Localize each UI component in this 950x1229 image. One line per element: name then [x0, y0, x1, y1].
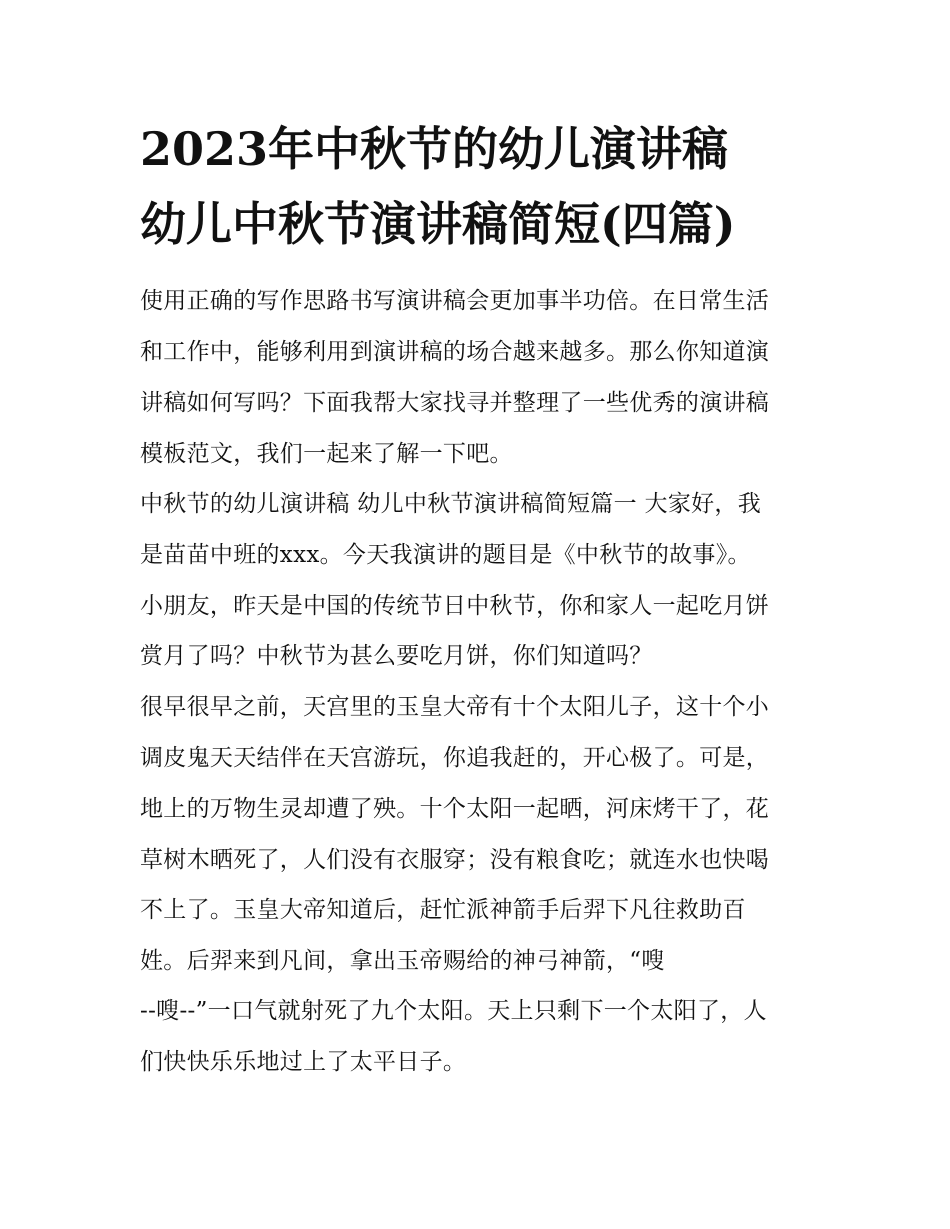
paragraph-line: 是苗苗中班的xxx。今天我演讲的题目是《中秋节的故事》。: [140, 542, 751, 568]
paragraph-line: 很早很早之前，天宫里的玉皇大帝有十个太阳儿子，这十个小: [140, 694, 770, 720]
paragraph-line: 中秋节的幼儿演讲稿 幼儿中秋节演讲稿简短篇一 大家好，我: [140, 491, 762, 517]
paragraph-line: 姓。后羿来到凡间，拿出玉帝赐给的神弓神箭，“嗖: [140, 948, 665, 974]
document-title-line-1: 2023年中秋节的幼儿演讲稿: [140, 122, 729, 176]
paragraph-line: 们快快乐乐地过上了太平日子。: [140, 1049, 467, 1075]
paragraph-line: 和工作中，能够利用到演讲稿的场合越来越多。那么你知道演: [140, 339, 770, 365]
paragraph-line: 使用正确的写作思路书写演讲稿会更加事半功倍。在日常生活: [140, 288, 770, 314]
paragraph-line: 小朋友，昨天是中国的传统节日中秋节，你和家人一起吃月饼: [140, 593, 770, 619]
paragraph-line: 草树木晒死了，人们没有衣服穿；没有粮食吃；就连水也快喝: [140, 847, 770, 873]
paragraph-line: 地上的万物生灵却遭了殃。十个太阳一起晒，河床烤干了，花: [140, 796, 770, 822]
paragraph-line: 模板范文，我们一起来了解一下吧。: [140, 441, 513, 467]
paragraph-line: 不上了。玉皇大帝知道后，赶忙派神箭手后羿下凡往救助百: [140, 897, 746, 923]
paragraph-line: --嗖--”一口气就射死了九个太阳。天上只剩下一个太阳了，人: [140, 998, 767, 1024]
paragraph-line: 赏月了吗？中秋节为甚么要吃月饼，你们知道吗？: [140, 643, 653, 669]
paragraph-line: 调皮鬼天天结伴在天宫游玩，你追我赶的，开心极了。可是，: [140, 745, 770, 771]
document-title-line-2: 幼儿中秋节演讲稿简短(四篇): [140, 197, 736, 251]
paragraph-line: 讲稿如何写吗？下面我帮大家找寻并整理了一些优秀的演讲稿: [140, 390, 770, 416]
